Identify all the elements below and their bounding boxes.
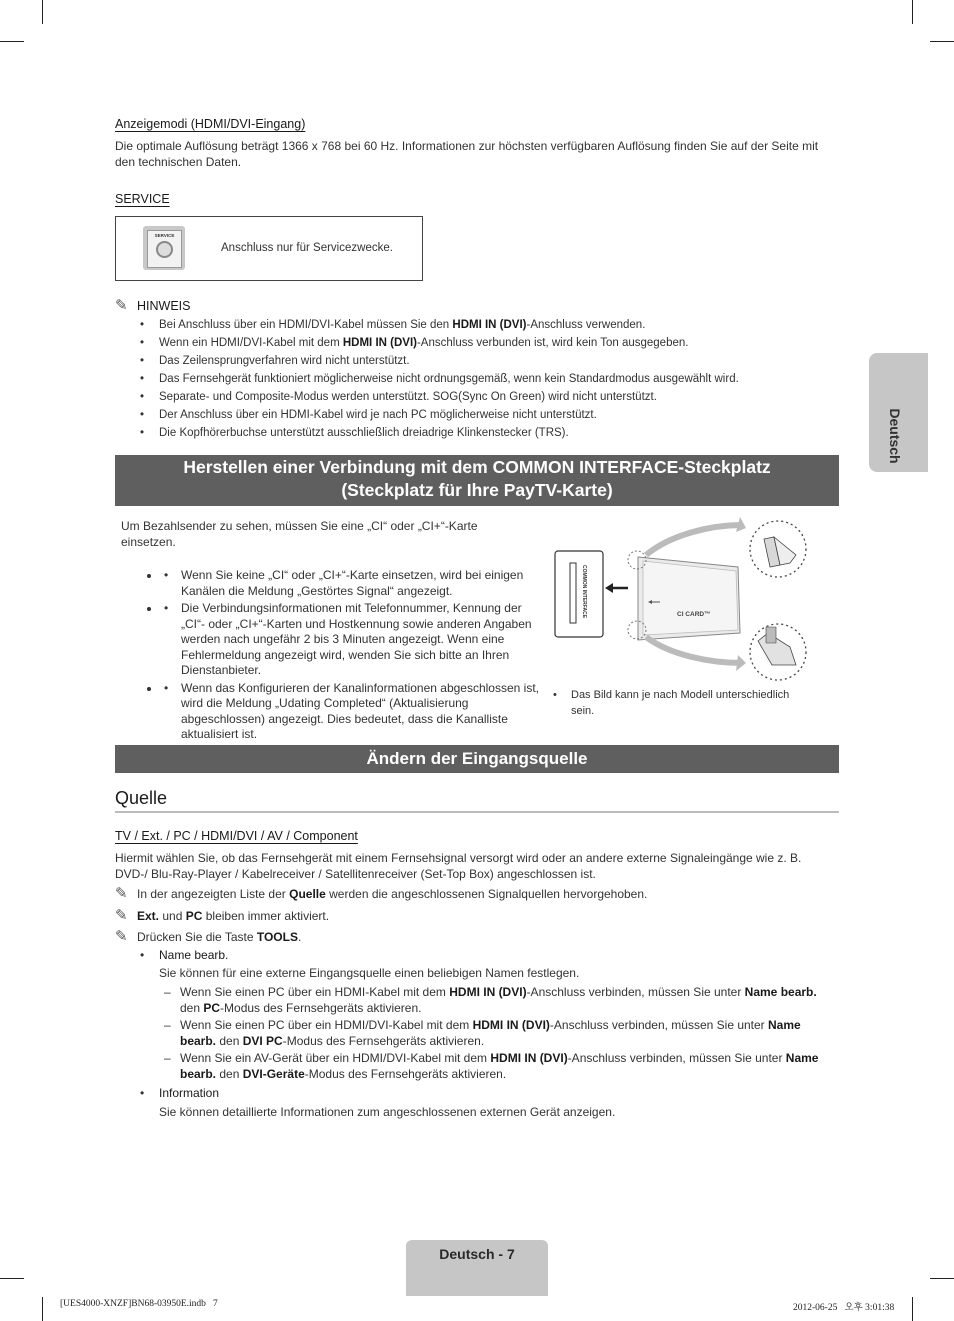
crop-mark [0,1278,24,1279]
ci-list-item: • • Die Verbindungsinformationen mit Telefonnummer, Kennung der „CI“- oder „CI+“-Karten und Hostkennung sowie anderen Angaben werden nach ungefähr 2 bis 3 Minuten angezeigt. Wenn eine Fehlermeldung angezeigt wird, wenden Sie sich bitte an Ihren Dienstanbieter. [161,601,541,679]
crop-mark [42,0,43,24]
hinweis-item: • Separate- und Composite-Modus werden unterstützt. SOG(Sync On Green) wird nicht unterstützt. [137,388,837,406]
hinweis-heading: HINWEIS [137,299,191,313]
display-modes-text: Die optimale Auflösung beträgt 1366 x 768 bei 60 Hz. Informationen zur höchsten verfügbaren Auflösung finden Sie auf der Seite mit den technischen Daten. [115,139,819,169]
crop-mark [930,41,954,42]
footer-timestamp: 2012-06-25 오후 3:01:38 [793,1303,895,1313]
curve-arrow-top [646,525,742,555]
service-box [115,216,423,281]
ci-card-illustration [550,515,815,685]
language-side-tab [869,353,928,472]
crop-mark [0,41,24,42]
display-modes-heading: Anzeigemodi (HDMI/DVI-Eingang) [115,117,306,131]
hinweis-item: • Wenn ein HDMI/DVI-Kabel mit dem HDMI IN (DVI)-Anschluss verbunden ist, wird kein Ton ausgegeben. [137,334,837,352]
information-title: Information [159,1086,220,1100]
hinweis-heading-row [115,296,190,314]
dash-list-item: – Wenn Sie einen PC über ein HDMI-Kabel mit dem HDMI IN (DVI)-Anschluss verbinden, müssen Sie unter Name bearb. den PC-Modus des Fernsehgeräts aktivieren. [158,985,830,1016]
information-item: • Information [140,1086,220,1100]
information-text: Sie können detaillierte Informationen zum angeschlossenen externen Gerät anzeigen. [159,1105,616,1119]
hinweis-item: • Bei Anschluss über ein HDMI/DVI-Kabel müssen Sie den HDMI IN (DVI)-Anschluss verwenden. [137,316,837,334]
curve-arrow-bottom [646,637,742,663]
source-note-1: ✎ In der angezeigten Liste der Quelle werden die angeschlossenen Signalquellen hervorgehoben. [115,885,648,902]
name-bearb-title: Name bearb. [159,948,229,962]
hinweis-item: • Das Zeilensprungverfahren wird nicht unterstützt. [137,352,837,370]
pencil-icon: ✎ [115,885,128,902]
service-port-icon [143,226,185,270]
source-note-2: ✎ Ext. und PC bleiben immer aktiviert. [115,907,330,924]
hinweis-list [137,316,837,442]
dash-list-item: – Wenn Sie einen PC über ein HDMI/DVI-Kabel mit dem HDMI IN (DVI)-Anschluss verbinden, müssen Sie unter Name bearb. den DVI PC-Modus des Fernsehgeräts aktivieren. [158,1018,830,1049]
hinweis-item: • Das Fernsehgerät funktioniert möglicherweise nicht ordnungsgemäß, wenn kein Standardmodus ausgewählt wird. [137,370,837,388]
card-label: CI CARD™ [677,611,711,618]
pencil-icon: ✎ [115,907,128,924]
dash-list-item: – Wenn Sie ein AV-Gerät über ein HDMI/DVI-Kabel mit dem HDMI IN (DVI)-Anschluss verbinden, müssen Sie unter Name bearb. den DVI-Geräte-Modus des Fernsehgeräts aktivieren. [158,1051,830,1082]
ci-intro: Um Bezahlsender zu sehen, müssen Sie eine „CI“ oder „CI+“-Karte einsetzen. [121,519,478,549]
image-note-text: Das Bild kann je nach Modell unterschiedlich sein. [571,689,790,717]
service-heading: SERVICE [115,192,170,206]
crop-mark [42,1297,43,1321]
crop-mark [930,1278,954,1279]
hinweis-item: • Die Kopfhörerbuchse unterstützt ausschließlich dreiadrige Klinkenstecker (TRS). [137,424,837,442]
pencil-icon: ✎ [115,297,128,314]
tv-slot-panel [555,551,603,637]
crop-mark [912,1297,913,1321]
hinweis-item: • Der Anschluss über ein HDMI-Kabel wird je nach PC möglicherweise nicht unterstützt. [137,406,837,424]
slot-label: COMMON INTERFACE [581,565,587,619]
source-note-3: ✎ Drücken Sie die Taste TOOLS. [115,928,302,945]
ci-list-item: • • Wenn das Konfigurieren der Kanalinformationen abgeschlossen ist, wird die Meldung „Udating Completed“ (Aktualisierung abgeschlossen) angezeigt. Dies bedeutet, dass die Kanalliste aktualisiert ist. [161,681,541,743]
quelle-heading: Quelle [115,788,168,808]
side-tab-label: Deutsch [887,408,903,464]
service-description: Anschluss nur für Servicezwecke. [221,242,393,254]
name-bearb-text: Sie können für eine externe Eingangsquelle einen beliebigen Namen festlegen. [159,966,580,980]
source-section-banner: Ändern der Eingangsquelle [115,745,839,773]
quelle-rule [115,811,839,813]
page-number-tab [406,1240,548,1296]
page-number: Deutsch - 7 [439,1246,515,1262]
ci-title-line2: (Steckplatz für Ihre PayTV-Karte) [341,480,613,500]
ci-list-item: • • Wenn Sie keine „CI“ oder „CI+“-Karte einsetzen, wird bei einigen Kanälen die Meldung „Gestörtes Signal“ angezeigt. [161,568,541,599]
image-note: • Das Bild kann je nach Modell unterschiedlich sein. [553,688,803,719]
source-text: Hiermit wählen Sie, ob das Fernsehgerät mit einem Fernsehsignal versorgt wird oder an andere externe Signaleingänge wie z. B. DVD-/ Blu-Ray-Player / Kabelreceiver / Satellitenreceiver (Set-Top Box) angeschlossen ist. [115,851,802,881]
crop-mark [912,0,913,24]
ci-list [121,568,541,745]
slot-opening [570,563,576,623]
source-path-heading: TV / Ext. / PC / HDMI/DVI / AV / Component [115,829,358,843]
name-bearb-item: • Name bearb. [140,948,229,962]
footer-file-info: [UES4000-XNZF]BN68-03950E.indb 7 [60,1299,218,1309]
service-port-label: SERVICE [154,233,175,238]
ci-title-line1: Herstellen einer Verbindung mit dem COMMON INTERFACE-Steckplatz [183,457,771,477]
pencil-icon: ✎ [115,928,128,945]
name-bearb-dash-list [158,985,830,1084]
ci-section-banner [115,455,839,506]
